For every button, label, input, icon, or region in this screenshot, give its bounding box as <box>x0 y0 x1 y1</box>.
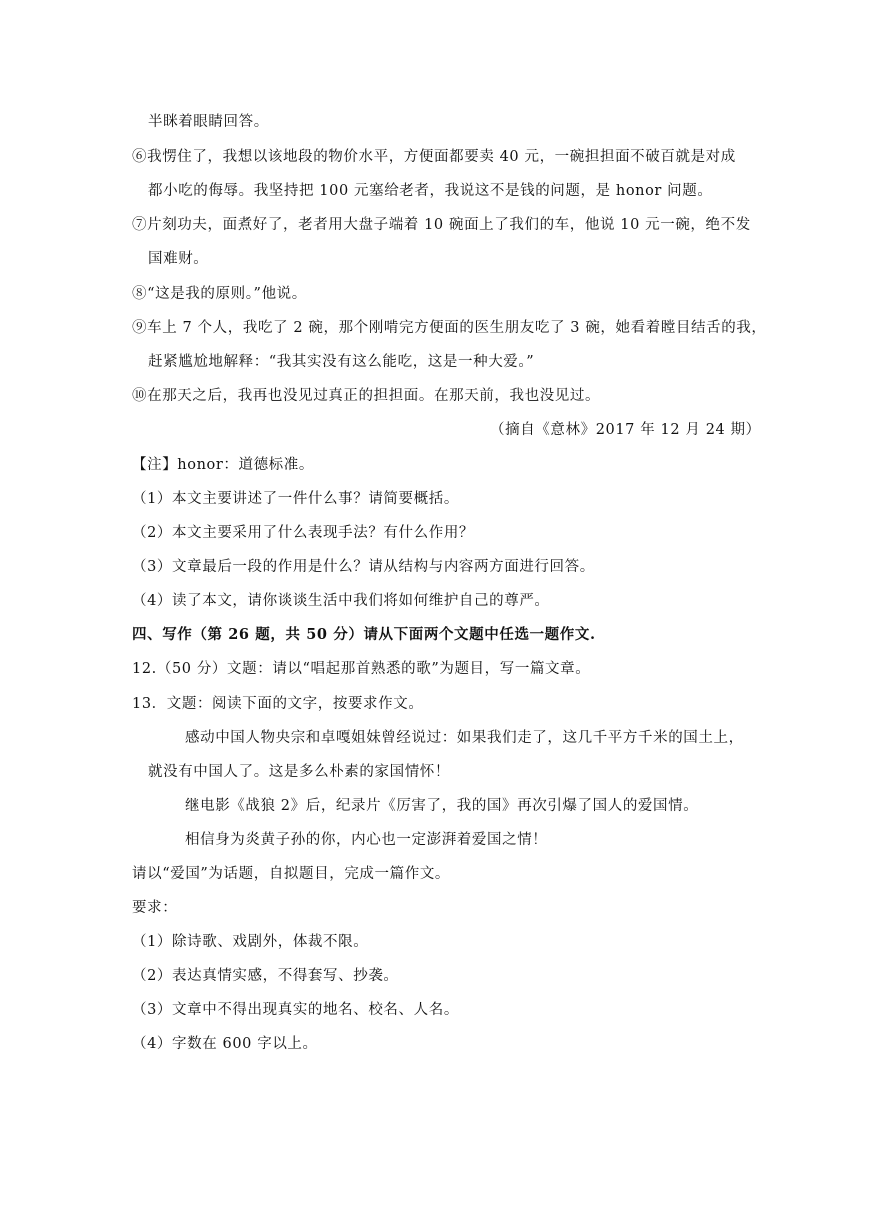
requirement-1: （1）除诗歌、戏剧外，体裁不限。 <box>132 934 369 950</box>
material-line-2: 就没有中国人了。这是多么朴素的家国情怀！ <box>148 764 450 780</box>
note: 【注】honor：道德标准。 <box>132 457 314 473</box>
paragraph-10: ⑩在那天之后，我再也没见过真正的担担面。在那天前，我也没见过。 <box>132 388 601 404</box>
paragraph-7-line-2: 国难财。 <box>148 251 209 267</box>
question-4: （4）读了本文，请你谈谈生活中我们将如何维护自己的尊严。 <box>132 593 550 609</box>
source-citation: （摘自《意林》2017 年 12 月 24 期） <box>490 422 761 438</box>
paragraph-6-line-1: ⑥我愣住了，我想以该地段的物价水平，方便面都要卖 40 元，一碗担担面不破百就是对成 <box>132 149 736 165</box>
paragraph-5-tail: 半眯着眼睛回答。 <box>148 114 269 130</box>
question-1: （1）本文主要讲述了一件什么事？请简要概括。 <box>132 491 459 507</box>
requirement-2: （2）表达真情实感，不得套写、抄袭。 <box>132 968 399 984</box>
writing-prompt: 请以“爱国”为话题，自拟题目，完成一篇作文。 <box>132 866 451 882</box>
question-2: （2）本文主要采用了什么表现手法？有什么作用？ <box>132 525 475 541</box>
material-line-1: 感动中国人物央宗和卓嘎姐妹曾经说过：如果我们走了，这几千平方千米的国土上， <box>185 730 744 746</box>
writing-section-title: 四、写作（第 26 题，共 50 分）请从下面两个文题中任选一题作文. <box>132 626 596 643</box>
material-line-3: 继电影《战狼 2》后，纪录片《厉害了，我的国》再次引爆了国人的爱国情。 <box>185 798 699 814</box>
material-line-4: 相信身为炎黄子孙的你，内心也一定澎湃着爱国之情！ <box>185 832 548 848</box>
writing-question-13: 13．文题：阅读下面的文字，按要求作文。 <box>132 696 424 712</box>
paragraph-9-line-1: ⑨车上 7 个人，我吃了 2 碗，那个刚啃完方便面的医生朋友吃了 3 碗，她看着瞠目结舌的我， <box>132 320 767 336</box>
paragraph-6-line-2: 都小吃的侮辱。我坚持把 100 元塞给老者，我说这不是钱的问题，是 honor 问题。 <box>148 183 713 199</box>
question-3: （3）文章最后一段的作用是什么？请从结构与内容两方面进行回答。 <box>132 559 595 575</box>
requirements-label: 要求： <box>132 900 178 916</box>
paragraph-9-line-2: 赶紧尴尬地解释：“我其实没有这么能吃，这是一种大爱。” <box>148 354 535 370</box>
requirement-4: （4）字数在 600 字以上。 <box>132 1036 318 1052</box>
paragraph-7-line-1: ⑦片刻功夫，面煮好了，老者用大盘子端着 10 碗面上了我们的车，他说 10 元一碗，绝不发 <box>132 217 751 233</box>
writing-question-12: 12.（50 分）文题：请以“唱起那首熟悉的歌”为题目，写一篇文章。 <box>132 661 591 677</box>
requirement-3: （3）文章中不得出现真实的地名、校名、人名。 <box>132 1002 459 1018</box>
paragraph-8: ⑧“这是我的原则。”他说。 <box>132 286 307 302</box>
